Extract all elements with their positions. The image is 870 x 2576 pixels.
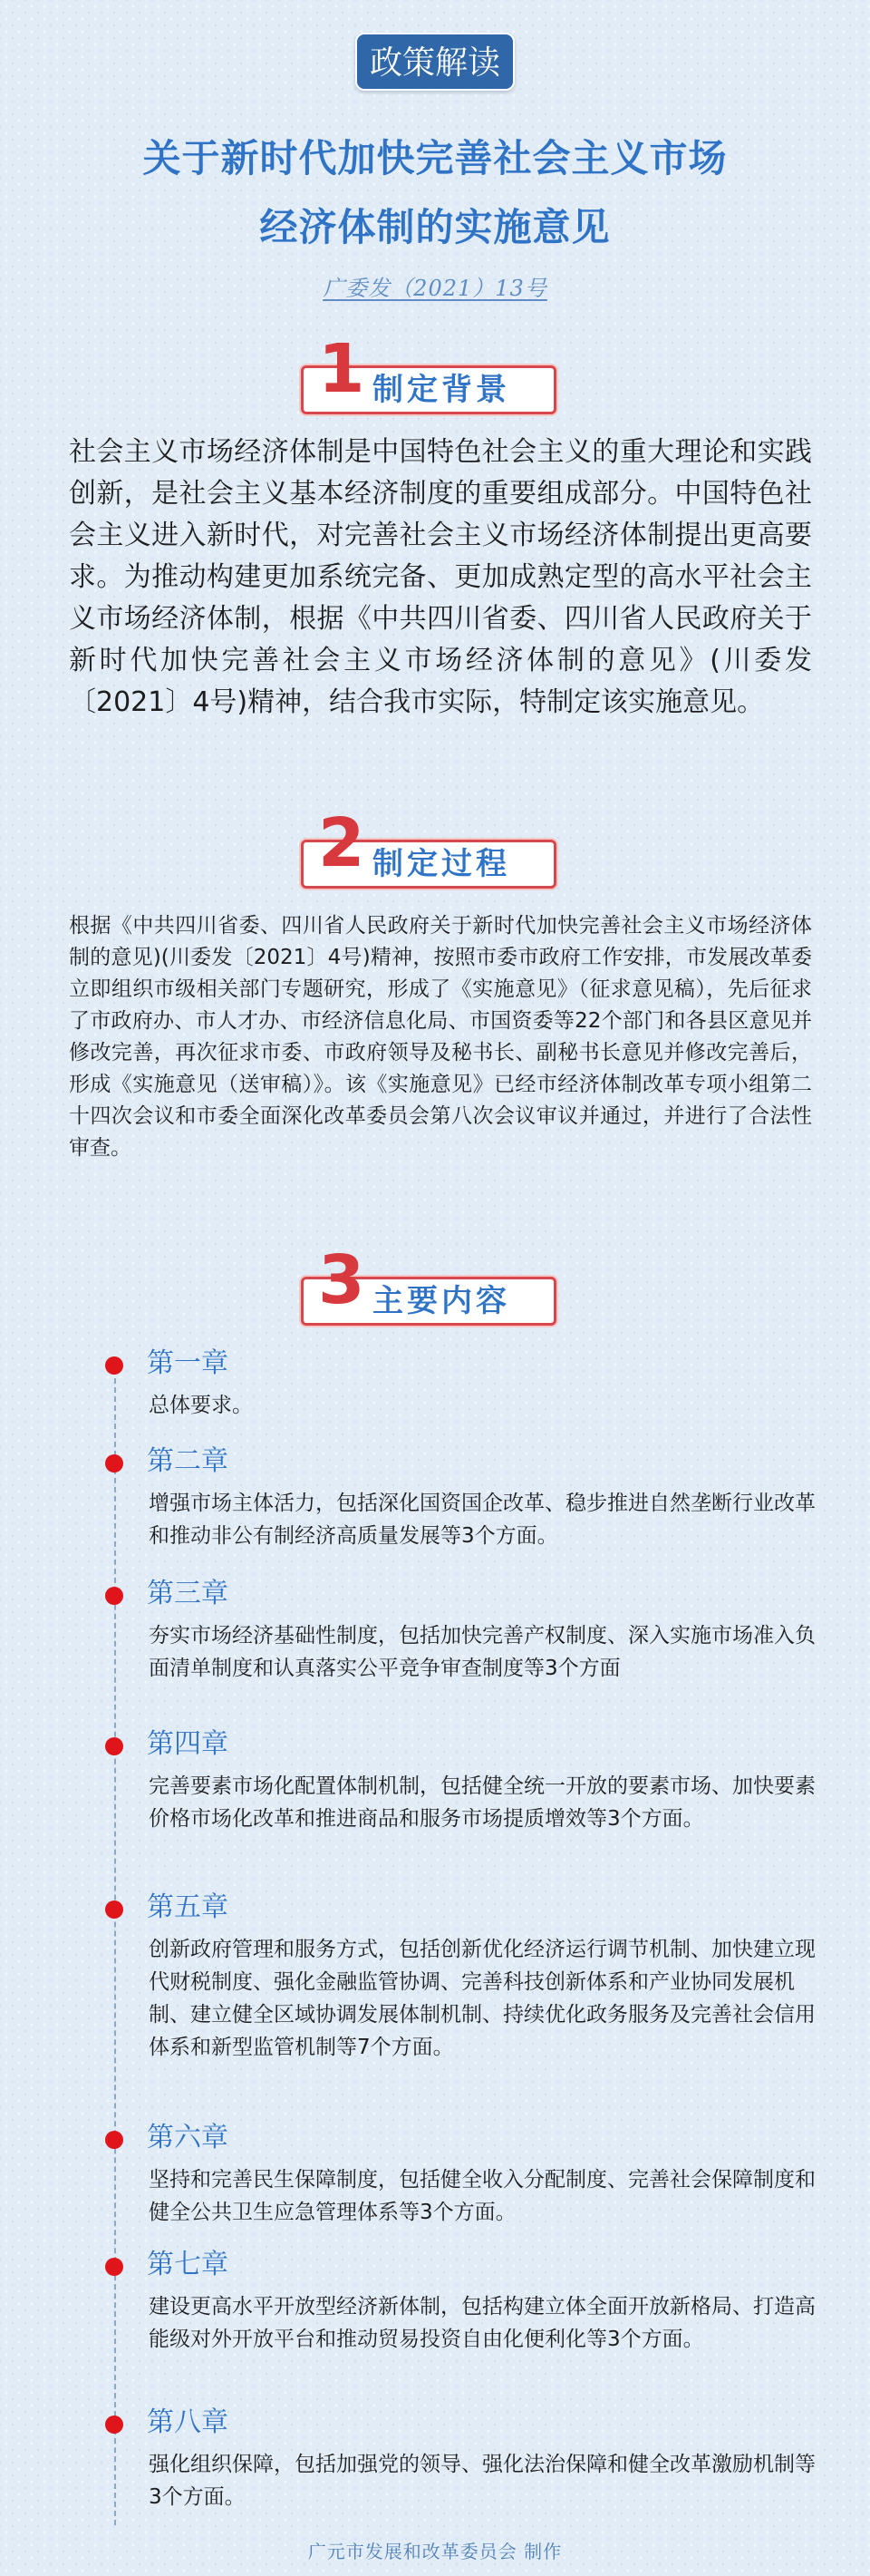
section-3-title: 主要内容 (372, 1283, 510, 1319)
document-number (0, 270, 870, 302)
timeline-dot (105, 1356, 123, 1375)
chapter-title: 第一章 (147, 1347, 228, 1379)
chapter-text: 增强市场主体活力，包括深化国资国企改革、稳步推进自然垄断行业改革和推动非公有制经济高质量发展等3个方面。 (149, 1492, 816, 1548)
section-1-title: 制定背景 (372, 372, 510, 408)
timeline-dot (105, 1900, 123, 1919)
chapter-title: 第七章 (147, 2249, 228, 2280)
chapter-title: 第三章 (147, 1578, 228, 1609)
section-2-number: 2 (318, 804, 365, 882)
chapter-title: 第二章 (147, 1445, 228, 1477)
timeline-line (114, 1360, 116, 2525)
section-1-heading (301, 330, 556, 414)
timeline-dot (105, 1454, 123, 1473)
page-title-line-2: 经济体制的实施意见 (259, 205, 611, 249)
chapter-text: 夯实市场经济基础性制度，包括加快完善产权制度、深入实施市场准入负面清单制度和认真落实公平竞争审查制度等3个方面 (149, 1624, 816, 1680)
footer-credit: 广元市发展和改革委员会 制作 (307, 2541, 563, 2562)
chapter-text: 坚持和完善民生保障制度，包括健全收入分配制度、完善社会保障制度和健全公共卫生应急管理体系等3个方面。 (149, 2168, 816, 2224)
timeline-dot (105, 2258, 123, 2276)
timeline-dot (105, 2416, 123, 2434)
document-number-text: 广委发（2021）13号 (323, 276, 547, 301)
chapter-text: 总体要求。 (149, 1394, 253, 1417)
timeline-dot (105, 1737, 123, 1755)
chapter-title: 第五章 (147, 1891, 228, 1923)
page-title-line-1: 关于新时代加快完善社会主义市场 (142, 136, 728, 180)
section-1-number: 1 (318, 330, 365, 408)
timeline-dot (105, 1587, 123, 1605)
section-3-heading (301, 1241, 556, 1326)
section-2-title: 制定过程 (372, 846, 510, 882)
chapter-title: 第八章 (147, 2406, 228, 2438)
chapter-text: 创新政府管理和服务方式，包括创新优化经济运行调节机制、加快建立现代财税制度、强化金融监管协调、完善科技创新体系和产业协同发展机制、建立健全区域协调发展体制机制、持续优化政务服务及完善社会信用体系和新型监管机制等7个方面。 (149, 1938, 816, 2059)
section-1-body: 社会主义市场经济体制是中国特色社会主义的重大理论和实践创新，是社会主义基本经济制度的重要组成部分。中国特色社会主义进入新时代，对完善社会主义市场经济体制提出更高要求。为推动构建更加系统完备、更加成熟定型的高水平社会主义市场经济体制，根据《中共四川省委、四川省人民政府关于新时代加快完善社会主义市场经济体制的意见》(川委发〔2021〕4号)精神，结合我市实际，特制定该实施意见。 (69, 436, 812, 718)
chapter-text: 强化组织保障，包括加强党的领导、强化法治保障和健全改革激励机制等3个方面。 (149, 2453, 816, 2509)
chapter-text: 完善要素市场化配置体制机制，包括健全统一开放的要素市场、加快要素价格市场化改革和推进商品和服务市场提质增效等3个方面。 (149, 1774, 816, 1831)
timeline-dot (105, 2131, 123, 2149)
chapter-title: 第六章 (147, 2122, 228, 2153)
category-tag: 政策解读 (355, 33, 515, 91)
section-3-number: 3 (318, 1241, 365, 1319)
section-2-body: 根据《中共四川省委、四川省人民政府关于新时代加快完善社会主义市场经济体制的意见)(川委发〔2021〕4号)精神，按照市委市政府工作安排，市发展改革委立即组织市级相关部门专题研究，形成了《实施意见》（征求意见稿），先后征求了市政府办、市人才办、市经济信息化局、市国资委等22个部门和各县区意见并修改完善，再次征求市委、市政府领导及秘书长、副秘书长意见并修改完善后，形成《实施意见（送审稿）》。该《实施意见》已经市经济体制改革专项小组第二十四次会议和市委全面深化改革委员会第八次会议审议并通过，并进行了合法性审查。 (69, 914, 812, 1160)
chapter-title: 第四章 (147, 1728, 228, 1760)
chapter-text: 建设更高水平开放型经济新体制，包括构建立体全面开放新格局、打造高能级对外开放平台和推动贸易投资自由化便利化等3个方面。 (149, 2295, 816, 2351)
section-2-heading (301, 804, 556, 889)
